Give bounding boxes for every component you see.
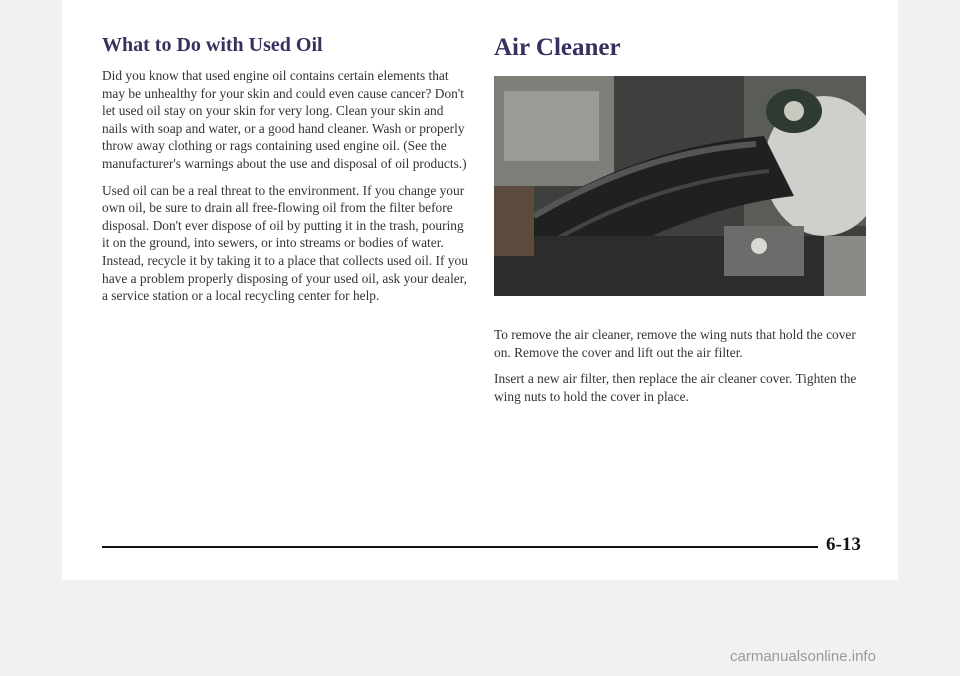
used-oil-heading: What to Do with Used Oil [102,34,323,56]
air-cleaner-paragraph-1: To remove the air cleaner, remove the wing nuts that hold the cover on. Remove the cover and lift out the air filter. [494,327,856,360]
page-number: 6-13 [826,534,861,555]
left-column [102,34,470,314]
engine-photo [494,76,866,296]
right-column [494,34,866,414]
air-cleaner-heading: Air Cleaner [494,34,621,61]
used-oil-paragraph-1: Did you know that used engine oil contains certain elements that may be unhealthy for your skin and could even cause cancer? Don't let used oil stay on your skin for very long. Clean your skin and nails with soap and water, or a good hand cleaner. Wash or properly throw away clothing or rags containing used engine oil. (See the manufacturer's warnings about the use and disposal of oil products.) [102,68,467,171]
footer-rule [102,546,818,548]
watermark-text: carmanualsonline.info [730,648,876,665]
used-oil-paragraph-2: Used oil can be a real threat to the environment. If you change your own oil, be sure to drain all free-flowing oil from the filter before disposal. Don't ever dispose of oil by putting it in the trash, pouring it on the ground, into sewers, or into streams or bodies of water. Instead, recycle it by taking it to a place that collects used oil. If you have a problem properly disposing of your used oil, ask your dealer, a service station or a local recycling center for help. [102,182,468,304]
air-cleaner-paragraph-2: Insert a new air filter, then replace the air cleaner cover. Tighten the wing nuts to hold the cover in place. [494,371,857,404]
